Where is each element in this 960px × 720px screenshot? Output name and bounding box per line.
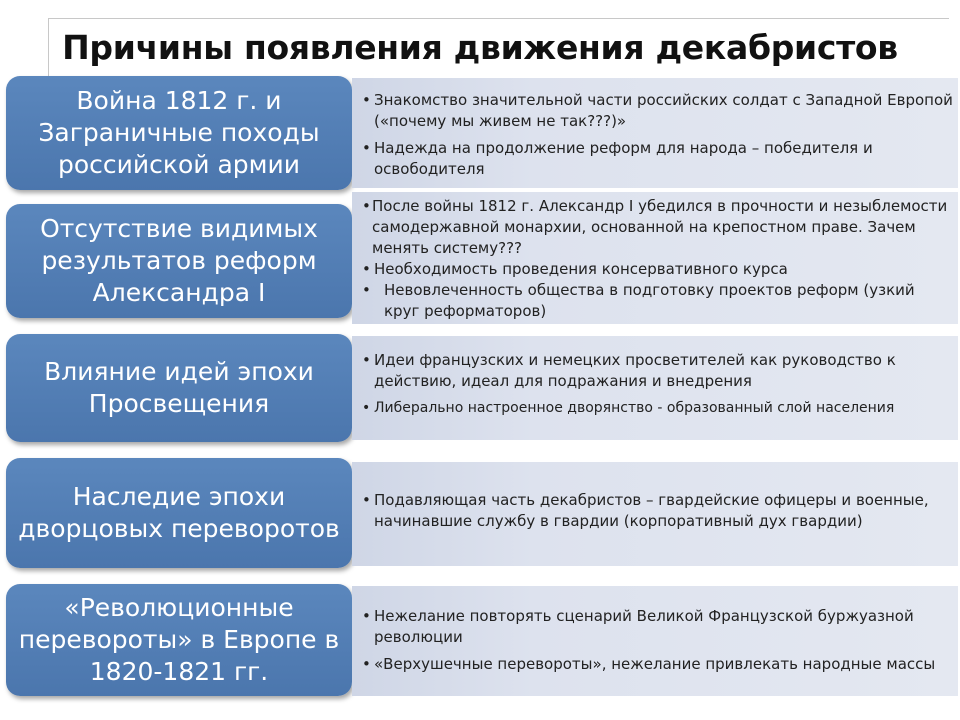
list-item: • Надежда на продолжение реформ для народа – победителя и освободителя — [360, 138, 954, 180]
cause-text: Отсутствие видимых результатов реформ Александра I — [40, 214, 318, 307]
cause-text: Наследие эпохи дворцовых переворотов — [18, 482, 340, 543]
cause-box-coups — [6, 458, 352, 568]
details-list — [360, 90, 954, 180]
details-list — [360, 606, 954, 675]
details-list — [360, 196, 954, 322]
cause-box-europe-revolutions — [6, 584, 352, 696]
cause-text: Война 1812 г. и Заграничные походы российской армии — [38, 86, 320, 179]
details-list — [360, 350, 954, 419]
details-box-war-1812 — [352, 78, 958, 188]
list-item: • Нежелание повторять сценарий Великой Французской буржуазной революции — [360, 606, 954, 648]
details-box-enlightenment — [352, 336, 958, 440]
list-item: • Идеи французских и немецких просветителей как руководство к действию, идеал для подражания и внедрения — [360, 350, 954, 392]
details-box-coups — [352, 462, 958, 566]
list-item: • «Верхушечные перевороты», нежелание привлекать народные массы — [360, 654, 954, 675]
list-item: • Либерально настроенное дворянство - образованный слой населения — [360, 398, 954, 419]
cause-box-reforms — [6, 204, 352, 318]
details-list — [360, 490, 954, 532]
page-title: Причины появления движения декабристов — [62, 28, 898, 67]
list-item: • После войны 1812 г. Александр I убедился в прочности и незыблемости самодержавной монархии, основанной на крепостном праве. Зачем менять систему??? — [360, 196, 954, 259]
cause-text: «Революционные перевороты» в Европе в 1820-1821 гг. — [18, 593, 340, 686]
list-item: • Необходимость проведения консервативного курса — [360, 259, 954, 280]
cause-box-enlightenment — [6, 334, 352, 442]
list-item: • Подавляющая часть декабристов – гвардейские офицеры и военные, начинавшие службу в гвардии (корпоративный дух гвардии) — [360, 490, 954, 532]
list-item: • Знакомство значительной части российских солдат с Западной Европой («почему мы живем не так???)» — [360, 90, 954, 132]
cause-box-war-1812 — [6, 76, 352, 190]
list-item: • Невовлеченность общества в подготовку проектов реформ (узкий круг реформаторов) — [360, 280, 954, 322]
cause-text: Влияние идей эпохи Просвещения — [44, 357, 314, 418]
details-box-reforms — [352, 192, 958, 324]
details-box-europe-revolutions — [352, 586, 958, 696]
